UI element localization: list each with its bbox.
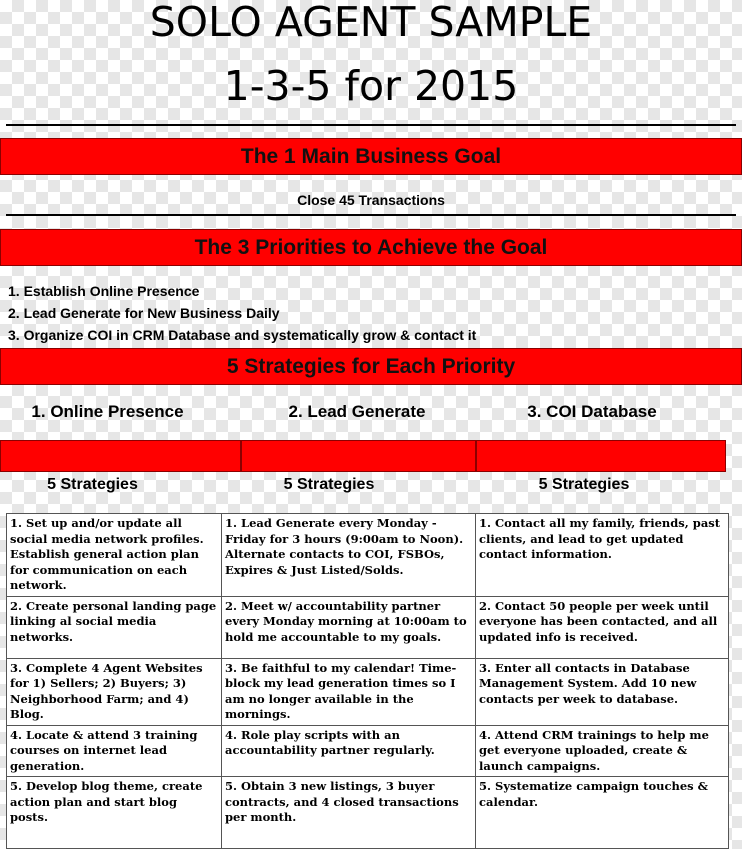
table-cell: 3. Enter all contacts in Database Management System. Add 10 new contacts per week to database. <box>476 658 729 725</box>
priorities-header: The 3 Priorities to Achieve the Goal <box>0 229 742 266</box>
page-title: SOLO AGENT SAMPLE <box>149 0 593 46</box>
page-subtitle: 1-3-5 for 2015 <box>223 62 519 110</box>
table-cell: 5. Develop blog theme, create action plan and start blog posts. <box>7 777 222 849</box>
table-cell: 1. Contact all my family, friends, past clients, and lead to get updated contact information. <box>476 514 729 597</box>
table-cell: 3. Complete 4 Agent Websites for 1) Sellers; 2) Buyers; 3) Neighborhood Farm; and 4) Blog. <box>7 658 222 725</box>
table-cell: 4. Role play scripts with an accountability partner regularly. <box>222 725 476 777</box>
table-cell: 1. Lead Generate every Monday - Friday for 3 hours (9:00am to Noon). Alternate contacts to COI, FSBOs, Expires & Just Listed/Solds. <box>222 514 476 597</box>
table-cell: 2. Create personal landing page linking al social media networks. <box>7 596 222 658</box>
priority-item: 3. Organize COI in CRM Database and systematically grow & contact it <box>8 327 477 343</box>
column-heading-lead-generate: 2. Lead Generate <box>288 402 426 421</box>
table-cell: 2. Meet w/ accountability partner every Monday morning at 10:00am to hold me accountable to my goals. <box>222 596 476 658</box>
table-row <box>7 658 729 725</box>
table-cell: 2. Contact 50 people per week until everyone has been contacted, and all updated info is received. <box>476 596 729 658</box>
priority-item: 2. Lead Generate for New Business Daily <box>8 305 280 321</box>
goal-header: The 1 Main Business Goal <box>0 138 742 175</box>
table-row <box>7 725 729 777</box>
strategies-header: 5 Strategies for Each Priority <box>0 348 742 385</box>
table-cell: 5. Obtain 3 new listings, 3 buyer contracts, and 4 closed transactions per month. <box>222 777 476 849</box>
table-cell: 5. Systematize campaign touches & calendar. <box>476 777 729 849</box>
strategies-subheading: 5 Strategies <box>283 476 375 493</box>
table-cell: 4. Locate & attend 3 training courses on internet lead generation. <box>7 725 222 777</box>
table-cell: 1. Set up and/or update all social media network profiles. Establish general action plan for communication on each network. <box>7 514 222 597</box>
table-row <box>7 596 729 658</box>
strategies-table <box>6 513 729 849</box>
table-cell: 3. Be faithful to my calendar! Time-block my lead generation times so I am no longer available in the mornings. <box>222 658 476 725</box>
column-bar <box>0 440 241 472</box>
column-heading-coi-database: 3. COI Database <box>527 402 657 421</box>
priority-item: 1. Establish Online Presence <box>8 283 200 299</box>
column-bar <box>476 440 726 472</box>
divider <box>6 124 736 126</box>
strategies-subheading: 5 Strategies <box>538 476 630 493</box>
divider <box>6 214 736 216</box>
column-heading-online-presence: 1. Online Presence <box>31 402 184 421</box>
table-row <box>7 514 729 597</box>
column-bar <box>241 440 476 472</box>
strategies-subheading: 5 Strategies <box>47 476 138 493</box>
table-row <box>7 777 729 849</box>
main-goal: Close 45 Transactions <box>297 192 445 208</box>
table-cell: 4. Attend CRM trainings to help me get everyone uploaded, create & launch campaigns. <box>476 725 729 777</box>
